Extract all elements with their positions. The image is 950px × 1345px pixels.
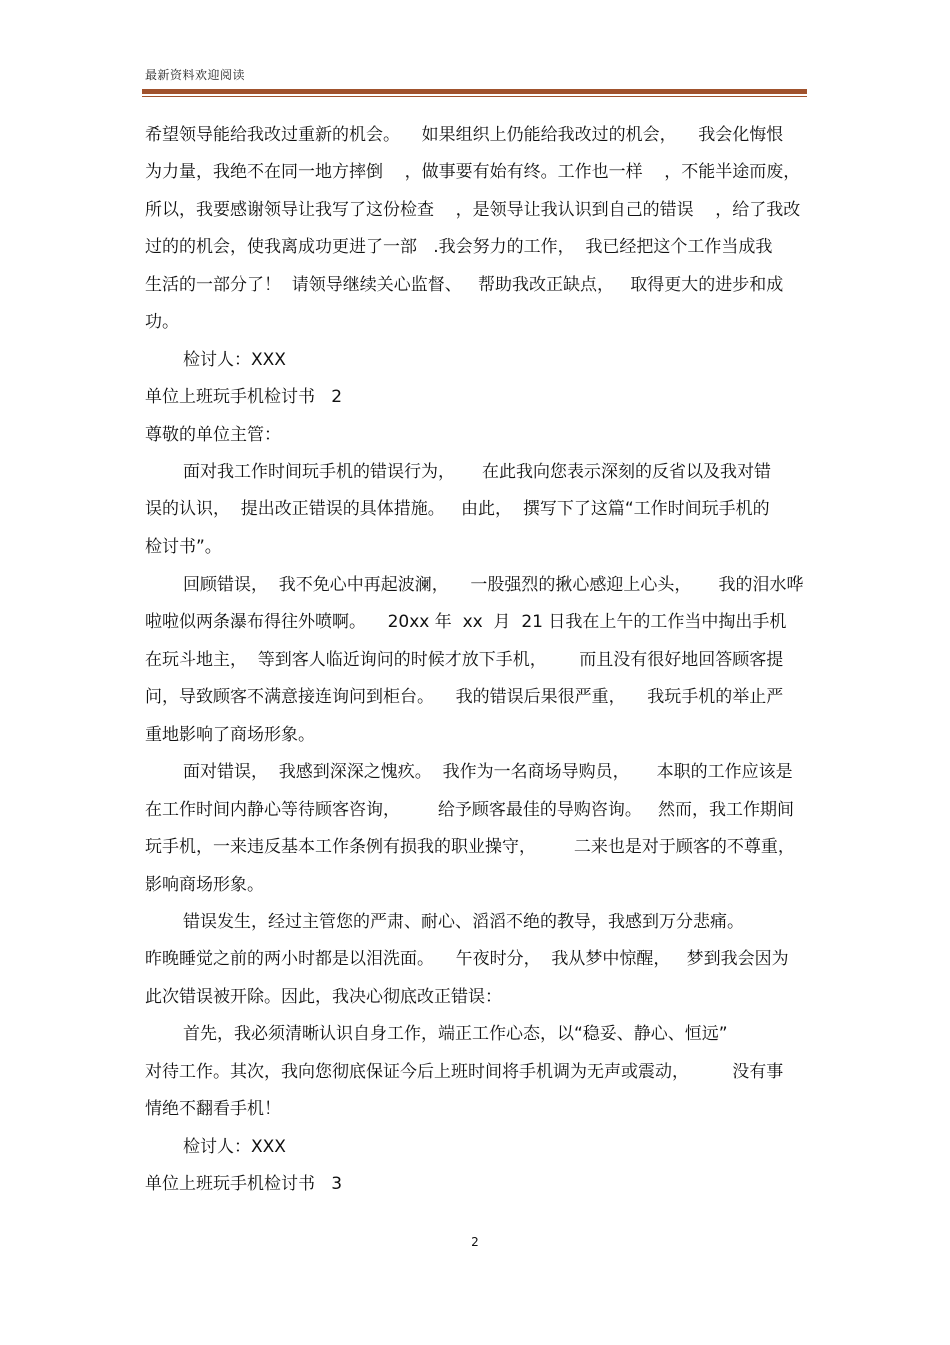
running-header: 最新资料欢迎阅读 — [145, 68, 246, 82]
body-line: 在玩斗地主， 等到客人临近询问的时候才放下手机， 而且没有很好地回答顾客提 — [145, 650, 784, 670]
section-heading: 单位上班玩手机检讨书 3 — [145, 1174, 343, 1194]
body-line: 昨晚睡觉之前的两小时都是以泪洗面。 午夜时分， 我从梦中惊醒， 梦到我会因为 — [145, 949, 789, 969]
body-line: 玩手机，一来违反基本工作条例有损我的职业操守， 二来也是对于顾客的不尊重， — [145, 837, 795, 857]
salutation: 尊敬的单位主管： — [145, 425, 281, 445]
body-line: 对待工作。其次，我向您彻底保证今后上班时间将手机调为无声或震动， 没有事 — [145, 1062, 784, 1082]
body-line: 过的的机会，使我离成功更进了一部 .我会努力的工作， 我已经把这个工作当成我 — [145, 237, 773, 257]
body-line: 在工作时间内静心等待顾客咨询， 给予顾客最佳的导购咨询。 然而，我工作期间 — [145, 800, 795, 820]
signature-line: 检讨人：XXX — [183, 1137, 286, 1157]
body-line: 希望领导能给我改过重新的机会。 如果组织上仍能给我改过的机会， 我会化悔恨 — [145, 125, 784, 145]
body-line: 首先，我必须清晰认识自身工作，端正工作心态，以“稳妥、静心、恒远” — [183, 1024, 728, 1044]
body-line: 功。 — [145, 312, 179, 332]
signature-line: 检讨人：XXX — [183, 350, 286, 370]
body-line: 回顾错误， 我不免心中再起波澜， 一股强烈的揪心感迎上心头， 我的泪水哗 — [183, 575, 804, 595]
body-line: 啦啦似两条瀑布得往外喷啊。 20xx 年 xx 月 21 日我在上午的工作当中掏出手机 — [145, 612, 787, 632]
body-line: 情绝不翻看手机！ — [145, 1099, 281, 1119]
body-line: 此次错误被开除。因此，我决心彻底改正错误： — [145, 987, 502, 1007]
body-line: 影响商场形象。 — [145, 875, 264, 895]
body-line: 面对错误， 我感到深深之愧疚。 我作为一名商场导购员， 本职的工作应该是 — [183, 762, 793, 782]
header-rule-thick — [142, 89, 807, 94]
body-line: 问，导致顾客不满意接连询问到柜台。 我的错误后果很严重， 我玩手机的举止严 — [145, 687, 784, 707]
body-line: 面对我工作时间玩手机的错误行为， 在此我向您表示深刻的反省以及我对错 — [183, 462, 772, 482]
header-rule-thin — [142, 96, 807, 97]
body-line: 重地影响了商场形象。 — [145, 725, 315, 745]
section-heading: 单位上班玩手机检讨书 2 — [145, 387, 343, 407]
body-line: 所以，我要感谢领导让我写了这份检查 ，是领导让我认识到自己的错误 ，给了我改 — [145, 200, 801, 220]
body-line: 误的认识， 提出改正错误的具体措施。 由此， 撰写下了这篇“工作时间玩手机的 — [145, 499, 770, 519]
page-number: 2 — [471, 1235, 479, 1249]
body-line: 检讨书”。 — [145, 537, 222, 557]
body-line: 错误发生，经过主管您的严肃、耐心、滔滔不绝的教导，我感到万分悲痛。 — [183, 912, 744, 932]
body-line: 为力量，我绝不在同一地方摔倒 ，做事要有始有终。工作也一样 ，不能半途而废， — [145, 162, 801, 182]
body-line: 生活的一部分了！ 请领导继续关心监督、 帮助我改正缺点， 取得更大的进步和成 — [145, 275, 784, 295]
